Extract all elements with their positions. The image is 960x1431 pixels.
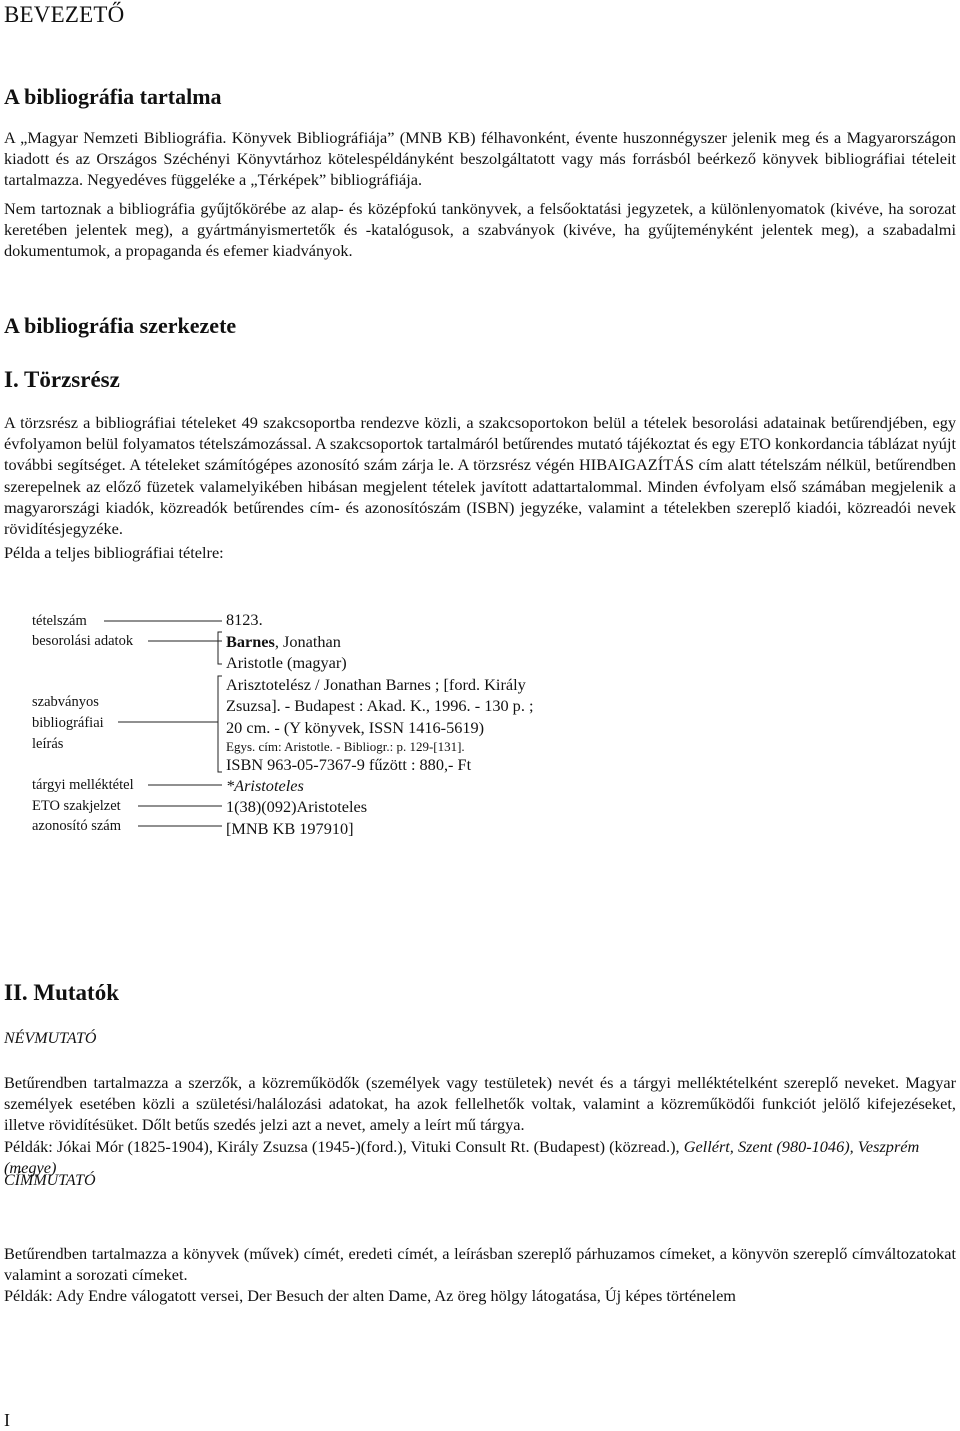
paragraph-example-intro: Példa a teljes bibliográfiai tételre: xyxy=(4,543,224,562)
record-author xyxy=(226,632,341,652)
paragraph-title-examples: Példák: Ady Endre válogatott versei, Der Besuch der alten Dame, Az öreg hölgy látogatása, Új képes történelem xyxy=(4,1286,736,1305)
paragraph-title-index: Betűrendben tartalmazza a könyvek (művek) címét, eredeti címét, a leírásban szereplő párhuzamos címeket, a könyvön szereplő címváltozatokat valamint a sorozati címeket. xyxy=(4,1244,956,1285)
label-standard-2: bibliográfiai xyxy=(32,715,104,731)
record-number: 8123. xyxy=(226,610,263,629)
record-author-name: Barnes xyxy=(226,632,275,651)
label-udc: ETO szakjelzet xyxy=(32,798,121,814)
record-uniform-title: Aristotle (magyar) xyxy=(226,653,347,672)
page-heading: BEVEZETŐ xyxy=(4,2,125,27)
paragraph-name-index: Betűrendben tartalmazza a szerzők, a közreműködők (személyek vagy testületek) nevét és a tárgyi melléktételként szereplő neveket. Magyar személyek esetében közli a születési/halálozási adatokat, ha azok fellelhetők voltak, valamint a közreműködői funkciót jelölő kifejezéseket, illetve rövidítésüket. Dőlt betűs szedés jelzi azt a nevet, amely a leírt mű tárgya. xyxy=(4,1073,956,1135)
label-subject: tárgyi melléktétel xyxy=(32,777,134,793)
record-subject: *Aristoteles xyxy=(226,776,304,795)
paragraph-main-part: A törzsrész a bibliográfiai tételeket 49 szakcsoportba rendezve közli, a szakcsoportokon belül a tételek besorolási adatainak betűrendjében, egy évfolyamon belül folyamatos tételszámozással. A szakcsoportok tartalmáról betűrendes mutató tájékoztat és egy ETO konkordancia táblázat nyújt további segítséget. A tételeket számítógépes azonosító szám zárja le. A törzsrész végén HIBAIGAZÍTÁS cím alatt tételszám nélkül, betűrendben szerepelnek az előző füzetek valamelyikében hibásan megjelent tételek javított adattartalommal. Minden évfolyam első számában megjelenik a magyarországi kiadók, közreadók betűrendes cím- és azonosítószám (ISBN) jegyzéke, valamint a tételekben szereplő kiadói, közreadói nevek rövidítésjegyzéke. xyxy=(4,413,956,539)
paragraph-content-exclusions: Nem tartoznak a bibliográfia gyűjtőkörébe az alap- és középfokú tankönyvek, a felsőoktatási jegyzetek, a különlenyomatok (kivéve, ha sorozat keretében jelentek meg), a gyártmányismertetők és -katalógusok, a szabványok (kivéve, ha gyűjteményként jelentek meg), a szabadalmi dokumentumok, a propaganda és efemer kiadványok. xyxy=(4,199,956,261)
section-title-content: A bibliográfia tartalma xyxy=(4,84,222,109)
record-description-1: Arisztotelész / Jonathan Barnes ; [ford. Király xyxy=(226,675,526,694)
name-examples-italic: Gellért, Szent (980-1046), Veszprém (megye) xyxy=(4,1137,920,1178)
paragraph-name-examples xyxy=(4,1136,956,1178)
record-id: [MNB KB 197910] xyxy=(226,819,354,838)
record-author-rest: , Jonathan xyxy=(274,632,341,651)
section-title-structure: A bibliográfia szerkezete xyxy=(4,313,237,338)
subheading-title-index: CÍMMUTATÓ xyxy=(4,1172,96,1189)
section-title-indexes: II. Mutatók xyxy=(4,980,120,1005)
record-udc: 1(38)(092)Aristoteles xyxy=(226,797,368,816)
bracket-heading xyxy=(218,632,222,664)
label-standard-3: leírás xyxy=(32,736,64,752)
label-standard-1: szabványos xyxy=(32,694,99,710)
subheading-name-index: NÉVMUTATÓ xyxy=(4,1030,97,1047)
record-description-4: Egys. cím: Aristotle. - Bibliogr.: p. 129-[131]. xyxy=(226,739,465,754)
record-description-5: ISBN 963-05-7367-9 fűzött : 880,- Ft xyxy=(226,755,472,774)
record-description-3: 20 cm. - (Y könyvek, ISSN 1416-5619) xyxy=(226,718,485,737)
label-id: azonosító szám xyxy=(32,818,121,834)
bracket-description xyxy=(218,676,222,772)
record-description-2: Zsuzsa]. - Budapest : Akad. K., 1996. - 130 p. ; xyxy=(226,696,534,715)
paragraph-content-intro: A „Magyar Nemzeti Bibliográfia. Könyvek Bibliográfiája” (MNB KB) félhavonként, évente huszonnégyszer jelenik meg és a Magyarországon kiadott és az Országos Széchényi Könyvtárhoz kötelespéldányként beszolgáltatott vagy más forrásból beérkező könyvek bibliográfiai tételeit tartalmazza. Negyedéves függeléke a „Térképek” bibliográfiája. xyxy=(4,128,956,190)
page-number: I xyxy=(4,1410,10,1430)
label-item-number: tételszám xyxy=(32,613,87,629)
subsection-title-main-part: I. Törzsrész xyxy=(4,367,120,392)
name-examples-plain: Példák: Jókai Mór (1825-1904), Király Zsuzsa (1945-)(ford.), Vituki Consult Rt. (Budapest) (közread.), xyxy=(4,1137,684,1156)
label-heading: besorolási adatok xyxy=(32,633,134,649)
